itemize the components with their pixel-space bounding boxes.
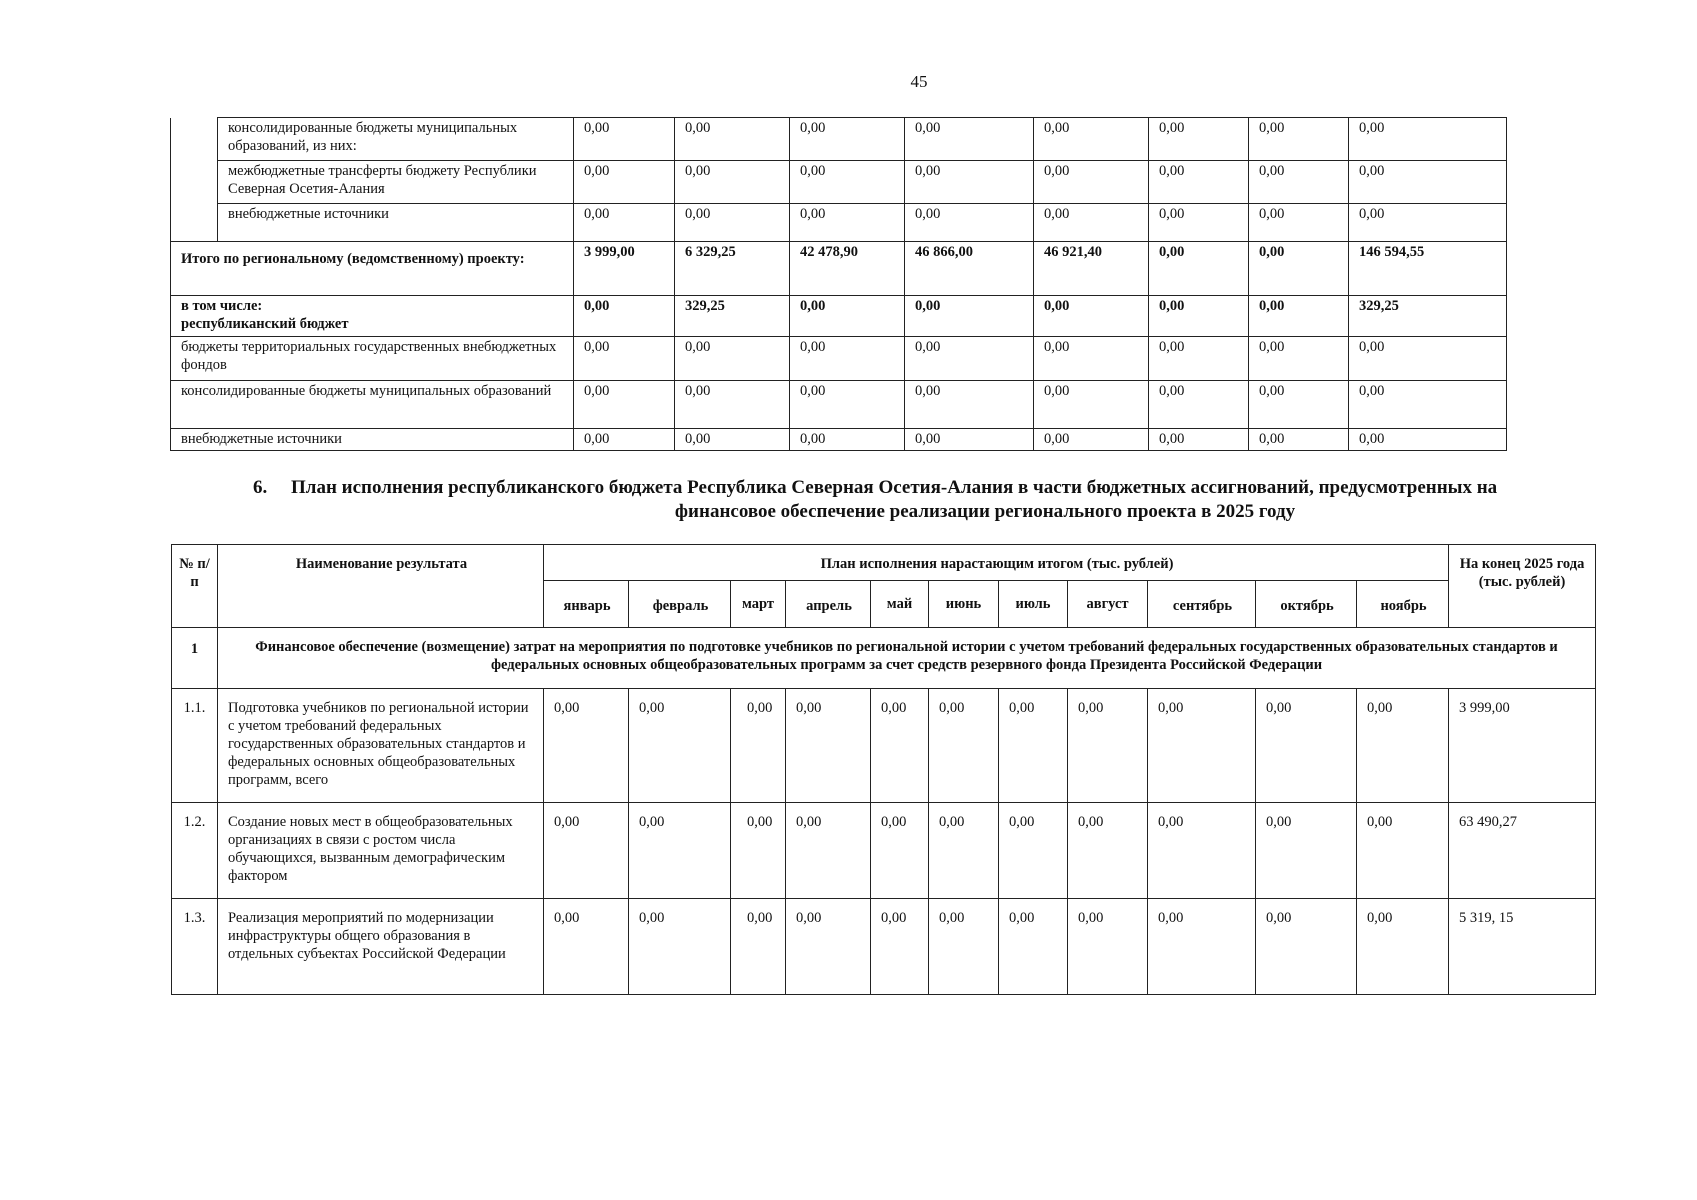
value-cell: 329,25: [1349, 296, 1507, 337]
month-header: октябрь: [1256, 581, 1357, 628]
value-cell: 329,25: [675, 296, 790, 337]
header-num: № п/п: [172, 545, 218, 628]
value-cell: 0,00: [1256, 689, 1357, 803]
value-cell: 0,00: [999, 689, 1068, 803]
table-row: [172, 689, 1596, 803]
value-cell: 0,00: [905, 337, 1034, 381]
value-cell: 0,00: [1034, 381, 1149, 429]
value-cell: 0,00: [675, 337, 790, 381]
group-row: [172, 628, 1596, 689]
value-cell: 0,00: [675, 204, 790, 242]
value-cell: 0,00: [1068, 803, 1148, 899]
row-label-line: в том числе:: [181, 298, 263, 314]
value-cell: 0,00: [1149, 161, 1249, 204]
value-cell: 0,00: [1249, 429, 1349, 451]
value-cell: 0,00: [905, 161, 1034, 204]
value-cell: 0,00: [1249, 161, 1349, 204]
total-label: Итого по региональному (ведомственному) проекту:: [171, 242, 574, 296]
value-cell: 0,00: [574, 161, 675, 204]
value-cell: 0,00: [786, 899, 871, 995]
month-header: июль: [999, 581, 1068, 628]
value-cell: 0,00: [790, 337, 905, 381]
value-cell: 0,00: [731, 899, 786, 995]
value-cell: 0,00: [871, 803, 929, 899]
row-label: внебюджетные источники: [171, 429, 574, 451]
value-cell: 0,00: [1349, 161, 1507, 204]
header-end: На конец 2025 года (тыс. рублей): [1449, 545, 1596, 628]
row-num: 1.1.: [172, 689, 218, 803]
month-header: январь: [544, 581, 629, 628]
value-cell: 0,00: [1349, 204, 1507, 242]
value-cell: 0,00: [731, 689, 786, 803]
value-cell: 0,00: [905, 381, 1034, 429]
total-row: [171, 242, 1507, 296]
value-cell: 0,00: [1249, 204, 1349, 242]
month-header: май: [871, 581, 929, 628]
section-title-line2: финансовое обеспечение реализации регионального проекта в 2025 году: [674, 501, 1296, 522]
value-cell: 0,00: [1249, 337, 1349, 381]
total-cell: 5 319, 15: [1449, 899, 1596, 995]
table-row: [172, 803, 1596, 899]
value-cell: 0,00: [1034, 296, 1149, 337]
value-cell: 42 478,90: [790, 242, 905, 296]
value-cell: 0,00: [574, 204, 675, 242]
value-cell: 0,00: [1068, 899, 1148, 995]
value-cell: 0,00: [1068, 689, 1148, 803]
value-cell: 0,00: [574, 381, 675, 429]
budget-summary-table: [170, 117, 1507, 451]
value-cell: 0,00: [871, 899, 929, 995]
value-cell: 0,00: [999, 803, 1068, 899]
row-label: внебюджетные источники: [218, 204, 574, 242]
row-label: консолидированные бюджеты муниципальных образований, из них:: [218, 118, 574, 161]
value-cell: 0,00: [790, 429, 905, 451]
value-cell: 0,00: [905, 204, 1034, 242]
value-cell: 0,00: [1034, 429, 1149, 451]
value-cell: 0,00: [929, 803, 999, 899]
row-label: межбюджетные трансферты бюджету Республики Северная Осетия-Алания: [218, 161, 574, 204]
value-cell: 0,00: [1249, 118, 1349, 161]
section-heading: [255, 476, 1595, 524]
header-name: Наименование результата: [218, 545, 544, 628]
row-label-line: республиканский бюджет: [181, 316, 349, 332]
month-header: август: [1068, 581, 1148, 628]
value-cell: 0,00: [790, 118, 905, 161]
value-cell: 0,00: [629, 803, 731, 899]
group-num: 1: [172, 628, 218, 689]
value-cell: 0,00: [574, 118, 675, 161]
value-cell: 46 921,40: [1034, 242, 1149, 296]
value-cell: 0,00: [786, 689, 871, 803]
total-cell: 3 999,00: [1449, 689, 1596, 803]
value-cell: 0,00: [1357, 689, 1449, 803]
value-cell: 0,00: [544, 803, 629, 899]
value-cell: 0,00: [1148, 689, 1256, 803]
value-cell: 146 594,55: [1349, 242, 1507, 296]
value-cell: 0,00: [929, 899, 999, 995]
row-num: 1.2.: [172, 803, 218, 899]
value-cell: 0,00: [1148, 803, 1256, 899]
value-cell: 0,00: [1256, 899, 1357, 995]
value-cell: 0,00: [790, 161, 905, 204]
value-cell: 0,00: [1249, 242, 1349, 296]
group-title: Финансовое обеспечение (возмещение) затрат на мероприятия по подготовке учебников по региональной истории с учетом требований федеральных государственных образовательных стандартов и федеральных основных общеобразовательных программ за счет средств резервного фонда Президента Российской Федерации: [218, 628, 1596, 689]
value-cell: 0,00: [1148, 899, 1256, 995]
value-cell: 0,00: [1034, 337, 1149, 381]
month-header: март: [731, 581, 786, 628]
value-cell: 0,00: [790, 204, 905, 242]
value-cell: 0,00: [1349, 118, 1507, 161]
value-cell: 0,00: [629, 689, 731, 803]
value-cell: 46 866,00: [905, 242, 1034, 296]
table-row: [171, 296, 1507, 337]
value-cell: 0,00: [675, 161, 790, 204]
table-row: [171, 381, 1507, 429]
value-cell: 0,00: [905, 429, 1034, 451]
budget-plan-table: [171, 544, 1596, 995]
value-cell: 0,00: [790, 296, 905, 337]
value-cell: 0,00: [1349, 337, 1507, 381]
section-number: 6.: [253, 477, 268, 498]
row-name: Реализация мероприятий по модернизации инфраструктуры общего образования в отдельных субъектах Российской Федерации: [218, 899, 544, 995]
value-cell: 0,00: [574, 429, 675, 451]
value-cell: 0,00: [999, 899, 1068, 995]
value-cell: 3 999,00: [574, 242, 675, 296]
value-cell: 0,00: [929, 689, 999, 803]
page-number: 45: [910, 72, 928, 91]
value-cell: 0,00: [1149, 296, 1249, 337]
value-cell: 0,00: [1034, 204, 1149, 242]
header-row: [172, 545, 1596, 581]
value-cell: 0,00: [1256, 803, 1357, 899]
row-name: Подготовка учебников по региональной истории с учетом требований федеральных государственных образовательных стандартов и федеральных основных общеобразовательных программ, всего: [218, 689, 544, 803]
row-name: Создание новых мест в общеобразовательных организациях в связи с ростом числа обучающихся, вызванным демографическим фактором: [218, 803, 544, 899]
value-cell: 0,00: [1149, 242, 1249, 296]
value-cell: 0,00: [675, 381, 790, 429]
value-cell: 0,00: [1149, 204, 1249, 242]
value-cell: 0,00: [574, 337, 675, 381]
month-header: июнь: [929, 581, 999, 628]
value-cell: 0,00: [1349, 429, 1507, 451]
value-cell: 0,00: [675, 118, 790, 161]
value-cell: 0,00: [1357, 899, 1449, 995]
header-plan: План исполнения нарастающим итогом (тыс. рублей): [544, 545, 1449, 581]
row-num: 1.3.: [172, 899, 218, 995]
value-cell: 0,00: [675, 429, 790, 451]
row-label: консолидированные бюджеты муниципальных образований: [171, 381, 574, 429]
value-cell: 0,00: [544, 899, 629, 995]
value-cell: 0,00: [1149, 337, 1249, 381]
value-cell: 6 329,25: [675, 242, 790, 296]
month-header: ноябрь: [1357, 581, 1449, 628]
value-cell: 0,00: [786, 803, 871, 899]
month-header: сентябрь: [1148, 581, 1256, 628]
month-header: февраль: [629, 581, 731, 628]
value-cell: 0,00: [1149, 118, 1249, 161]
row-label: бюджеты территориальных государственных внебюджетных фондов: [171, 337, 574, 381]
value-cell: 0,00: [731, 803, 786, 899]
value-cell: 0,00: [544, 689, 629, 803]
month-header: апрель: [786, 581, 871, 628]
value-cell: 0,00: [905, 118, 1034, 161]
table-row: [171, 429, 1507, 451]
section-title-line1: План исполнения республиканского бюджета Республика Северная Осетия-Алания в части бюджетных ассигнований, предусмотренных на: [291, 477, 1498, 498]
value-cell: 0,00: [1149, 429, 1249, 451]
value-cell: 0,00: [1357, 803, 1449, 899]
table-row: [172, 899, 1596, 995]
row-label: [171, 296, 574, 337]
table-row: [171, 204, 1507, 242]
table-row: [171, 337, 1507, 381]
value-cell: 0,00: [574, 296, 675, 337]
value-cell: 0,00: [905, 296, 1034, 337]
value-cell: 0,00: [1149, 381, 1249, 429]
value-cell: 0,00: [1034, 118, 1149, 161]
value-cell: 0,00: [1349, 381, 1507, 429]
value-cell: 0,00: [790, 381, 905, 429]
total-cell: 63 490,27: [1449, 803, 1596, 899]
value-cell: 0,00: [871, 689, 929, 803]
value-cell: 0,00: [1034, 161, 1149, 204]
indent-cell: [171, 118, 218, 242]
table-row: [171, 118, 1507, 161]
value-cell: 0,00: [1249, 381, 1349, 429]
value-cell: 0,00: [1249, 296, 1349, 337]
table-row: [171, 161, 1507, 204]
value-cell: 0,00: [629, 899, 731, 995]
